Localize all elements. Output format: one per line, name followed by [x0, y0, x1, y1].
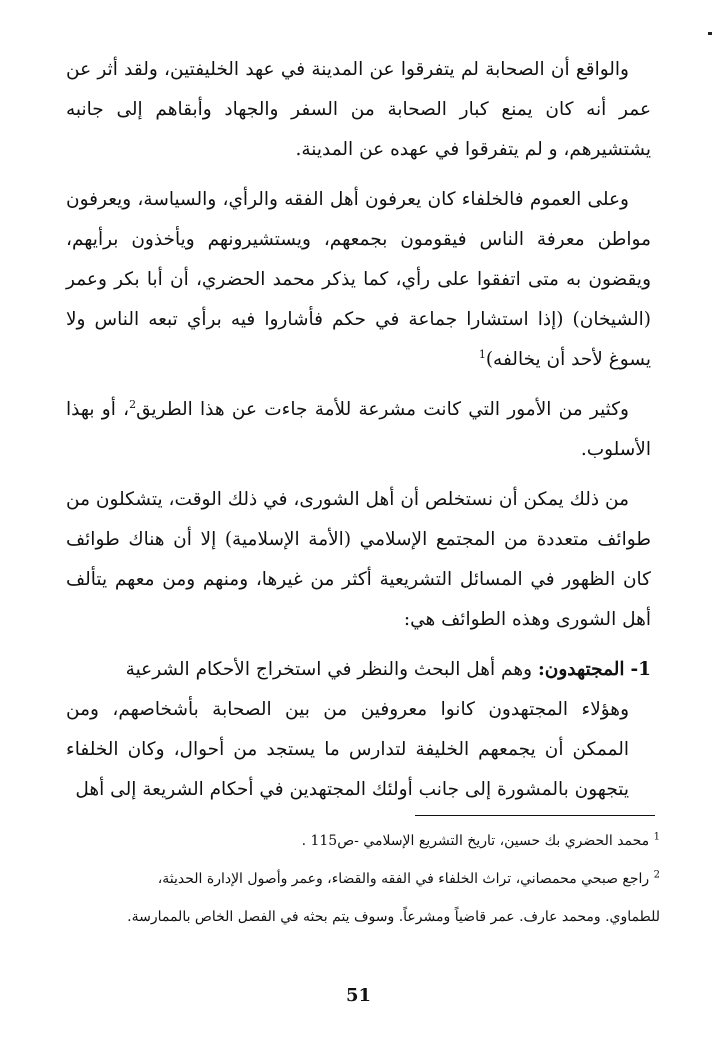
list-item-mujtahidun — [66, 650, 651, 810]
paragraph-4-text: من ذلك يمكن أن نستخلص أن أهل الشورى، في ذلك الوقت، يتشكلون من طوائف متعددة من المجتمع الإسلامي (الأمة الإسلامية) إلا أن هناك طوائف كان الظهور في المسائل التشريعية أكثر من غيرها، ومنهم ومن معهم يتألف أهل الشورى وهذه الطوائف هي: — [66, 489, 651, 630]
paragraph-3 — [66, 390, 651, 470]
main-text — [66, 50, 651, 810]
footnote-1-number: 1 — [653, 831, 660, 843]
list-item-term: المجتهدون: — [537, 659, 625, 680]
paragraph-4 — [66, 480, 651, 640]
footnote-2 — [100, 860, 660, 936]
footnotes — [100, 822, 660, 936]
paragraph-1-text: والواقع أن الصحابة لم يتفرقوا عن المدينة في عهد الخليفتين، ولقد أثر عن عمر أنه كان يمنع كبار الصحابة من السفر والجهاد وأبقاهم إلى جانبه يشتشيرهم، و لم يتفرقوا في عهده عن المدينة. — [66, 59, 651, 160]
footnote-divider — [415, 815, 655, 816]
paragraph-3-text: وكثير من الأمور التي كانت مشرعة للأمة جاءت عن هذا الطريق — [136, 399, 629, 420]
page-number: 51 — [345, 985, 372, 1006]
edge-mark — [708, 32, 712, 35]
paragraph-2-text: وعلى العموم فالخلفاء كان يعرفون أهل الفقه والرأي، والسياسة، ويعرفون مواطن معرفة الناس فيقومون بجمعهم، ويستشيرونهم ويأخذون برأيهم، ويقضون به متى اتفقوا على رأي، كما يذكر محمد الحضري، أن أبا بكر وعمر (الشيخان) (إذا استشارا جماعة في حكم فأشاروا فيه برأي تبعه الناس ولا يسوغ لأحد أن يخالفه) — [66, 189, 651, 370]
footnote-ref-2[interactable]: 2 — [129, 397, 137, 411]
paragraph-1 — [66, 50, 651, 170]
paragraph-2 — [66, 180, 651, 380]
list-item-continuation: وهؤلاء المجتهدون كانوا معروفين من بين الصحابة بأشخاصهم، ومن الممكن أن يجمعهم الخليفة لتدارس ما يستجد من أحوال، وكان الخلفاء يتجهون بالمشورة إلى جانب أولئك المجتهدين في أحكام الشريعة إلى أهل — [66, 699, 629, 800]
list-item-text: وهم أهل البحث والنظر في استخراج الأحكام الشرعية — [125, 659, 533, 680]
footnote-1 — [100, 822, 660, 860]
list-item-number: 1- — [630, 659, 651, 680]
footnote-1-text: محمد الحضري بك حسين، تاريخ التشريع الإسلامي -ص115 . — [301, 833, 650, 849]
footnote-ref-1[interactable]: 1 — [478, 347, 486, 361]
footnote-2-text: راجع صبحي محمصاني، تراث الخلفاء في الفقه والقضاء، وعمر وأصول الإدارة الحديثة، للطماوي. ومحمد عارف. عمر قاضياً ومشرعاً. وسوف يتم بحثه في الفصل الخاص بالممارسة. — [127, 871, 660, 925]
paragraph-3-tail: ، أو بهذا الأسلوب. — [66, 399, 651, 460]
footnote-2-number: 2 — [653, 869, 660, 881]
